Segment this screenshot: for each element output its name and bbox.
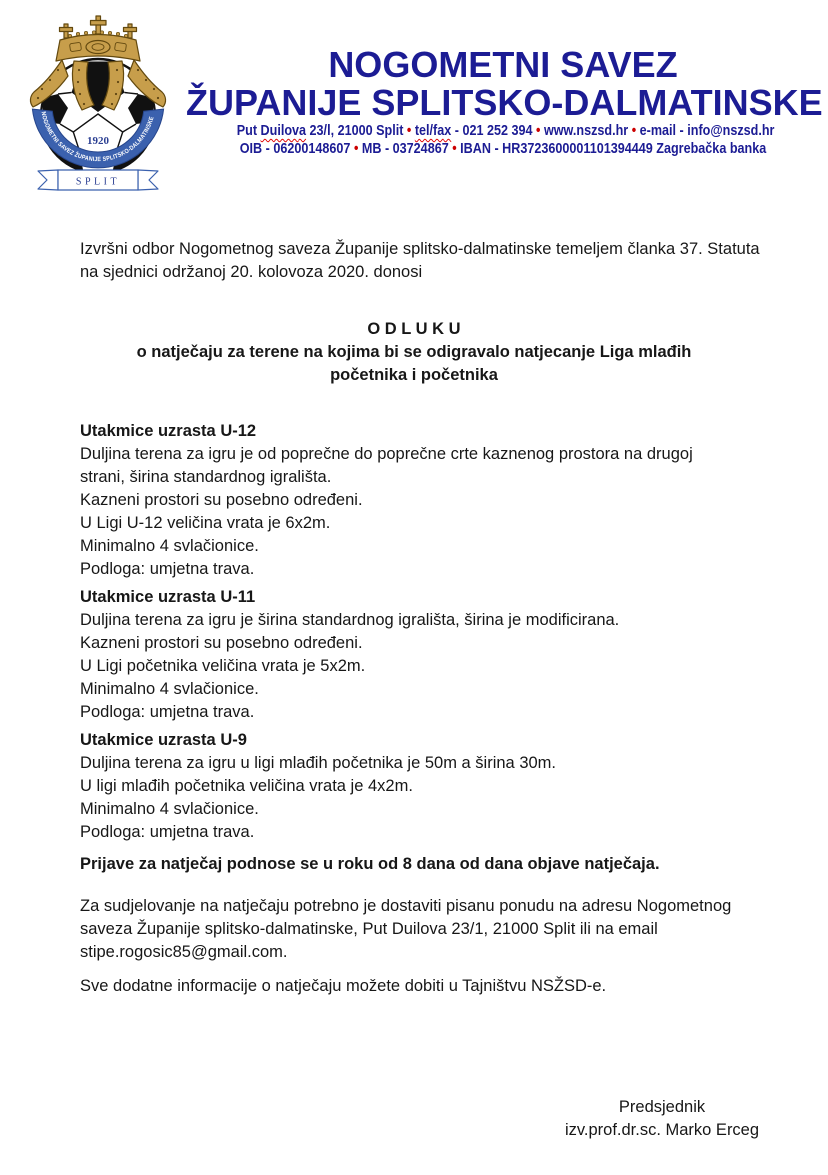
info-note: Sve dodatne informacije o natječaju možete dobiti u Tajništvu NSŽSD-e. xyxy=(80,977,607,995)
intro-line: na sjednici održanoj 20. kolovoza 2020. donosi xyxy=(80,263,423,281)
split-ribbon-label: SPLIT xyxy=(75,176,121,188)
age-group-section xyxy=(80,420,748,581)
contact-text: e-mail - info@nszsd.hr xyxy=(636,122,775,139)
bullet-separator: • xyxy=(406,122,412,139)
contact-text: www.nszsd.hr xyxy=(540,122,632,139)
section-line: Minimalno 4 svlačionice. xyxy=(80,800,259,818)
contact-text: Put xyxy=(236,122,261,139)
contact-text: tel/fax xyxy=(414,122,452,139)
section-heading: Utakmice uzrasta U-12 xyxy=(80,422,257,440)
bullet-separator: • xyxy=(452,140,457,157)
decision-subtitle xyxy=(80,341,748,387)
participation-line: Za sudjelovanje na natječaju potrebno je dostaviti pisanu ponudu na adresu Nogometnog xyxy=(80,897,732,915)
signature-block xyxy=(522,1096,802,1142)
deadline-note: Prijave za natječaj podnose se u roku od 8 dana od dana objave natječaja. xyxy=(80,855,660,873)
crest-svg xyxy=(14,10,184,200)
contact-text: IBAN - HR3723600001101394449 Zagrebačka banka xyxy=(456,140,767,157)
section-line: Podloga: umjetna trava. xyxy=(80,823,255,841)
section-line: Duljina terena za igru je širina standardnog igrališta, širina je modificirana. xyxy=(80,611,620,629)
section-line: strani, širina standardnog igrališta. xyxy=(80,468,332,486)
decision-subtitle-line: o natječaju za terene na kojima bi se odigravalo natjecanje Liga mlađih xyxy=(136,343,692,361)
section-heading: Utakmice uzrasta U-9 xyxy=(80,731,247,749)
year-label: 1920 xyxy=(87,135,109,147)
participation-line: stipe.rogosic85@gmail.com. xyxy=(80,943,288,961)
contact-text: OIB - 06200148607 xyxy=(239,140,354,157)
section-line: Podloga: umjetna trava. xyxy=(80,560,255,578)
organization-title-line2: ŽUPANIJE SPLITSKO-DALMATINSKE xyxy=(186,82,823,123)
participation-paragraph xyxy=(80,895,748,964)
contact-registry-line xyxy=(237,140,770,158)
intro-line: Izvršni odbor Nogometnog saveza Županije splitsko-dalmatinske temeljem članka 37. Statuta xyxy=(80,240,760,258)
contact-text: - 021 252 394 xyxy=(451,122,537,139)
section-line: Minimalno 4 svlačionice. xyxy=(80,537,259,555)
contact-text: Duilova xyxy=(260,122,307,139)
contact-text: MB - 03724867 xyxy=(358,140,453,157)
decision-title-block xyxy=(80,318,748,387)
decision-subtitle-line: početnika i početnika xyxy=(330,366,498,384)
split-ribbon xyxy=(38,170,158,190)
club-crest-logo xyxy=(14,10,184,200)
ring-banner-text: NOGOMETNI SAVEZ ŽUPANIJE SPLITSKO-DALMATINSKE xyxy=(39,111,156,164)
organization-title-line1: NOGOMETNI SAVEZ xyxy=(328,44,678,85)
section-line: U ligi mlađih početnika veličina vrata je 4x2m. xyxy=(80,777,413,795)
document-body xyxy=(80,238,760,998)
section-line: Kazneni prostori su posebno određeni. xyxy=(80,634,363,652)
section-line: Minimalno 4 svlačionice. xyxy=(80,680,259,698)
section-line: Duljina terena za igru u ligi mlađih početnika je 50m a širina 30m. xyxy=(80,754,556,772)
decision-title: O D L U K U xyxy=(367,320,461,338)
section-line: Kazneni prostori su posebno određeni. xyxy=(80,491,363,509)
signature-name: izv.prof.dr.sc. Marko Erceg xyxy=(564,1121,760,1139)
section-line: Duljina terena za igru je od poprečne do poprečne crte kaznenog prostora na drugoj xyxy=(80,445,693,463)
intro-paragraph xyxy=(80,238,760,284)
section-line: Podloga: umjetna trava. xyxy=(80,703,255,721)
participation-line: saveza Županije splitsko-dalmatinske, Put Duilova 23/1, 21000 Split ili na email xyxy=(80,920,658,938)
section-line: U Ligi U-12 veličina vrata je 6x2m. xyxy=(80,514,331,532)
bullet-separator: • xyxy=(353,140,359,157)
contact-text: 23/l, 21000 Split xyxy=(306,122,407,139)
age-group-sections xyxy=(80,420,748,844)
contact-address-line xyxy=(236,122,775,140)
section-line: U Ligi početnika veličina vrata je 5x2m. xyxy=(80,657,366,675)
bullet-separator: • xyxy=(536,122,541,139)
bullet-separator: • xyxy=(631,122,637,139)
letterhead-text xyxy=(186,44,823,158)
age-group-section xyxy=(80,729,748,844)
section-heading: Utakmice uzrasta U-11 xyxy=(80,588,256,606)
signature-title: Predsjednik xyxy=(618,1098,706,1116)
age-group-section xyxy=(80,586,748,724)
